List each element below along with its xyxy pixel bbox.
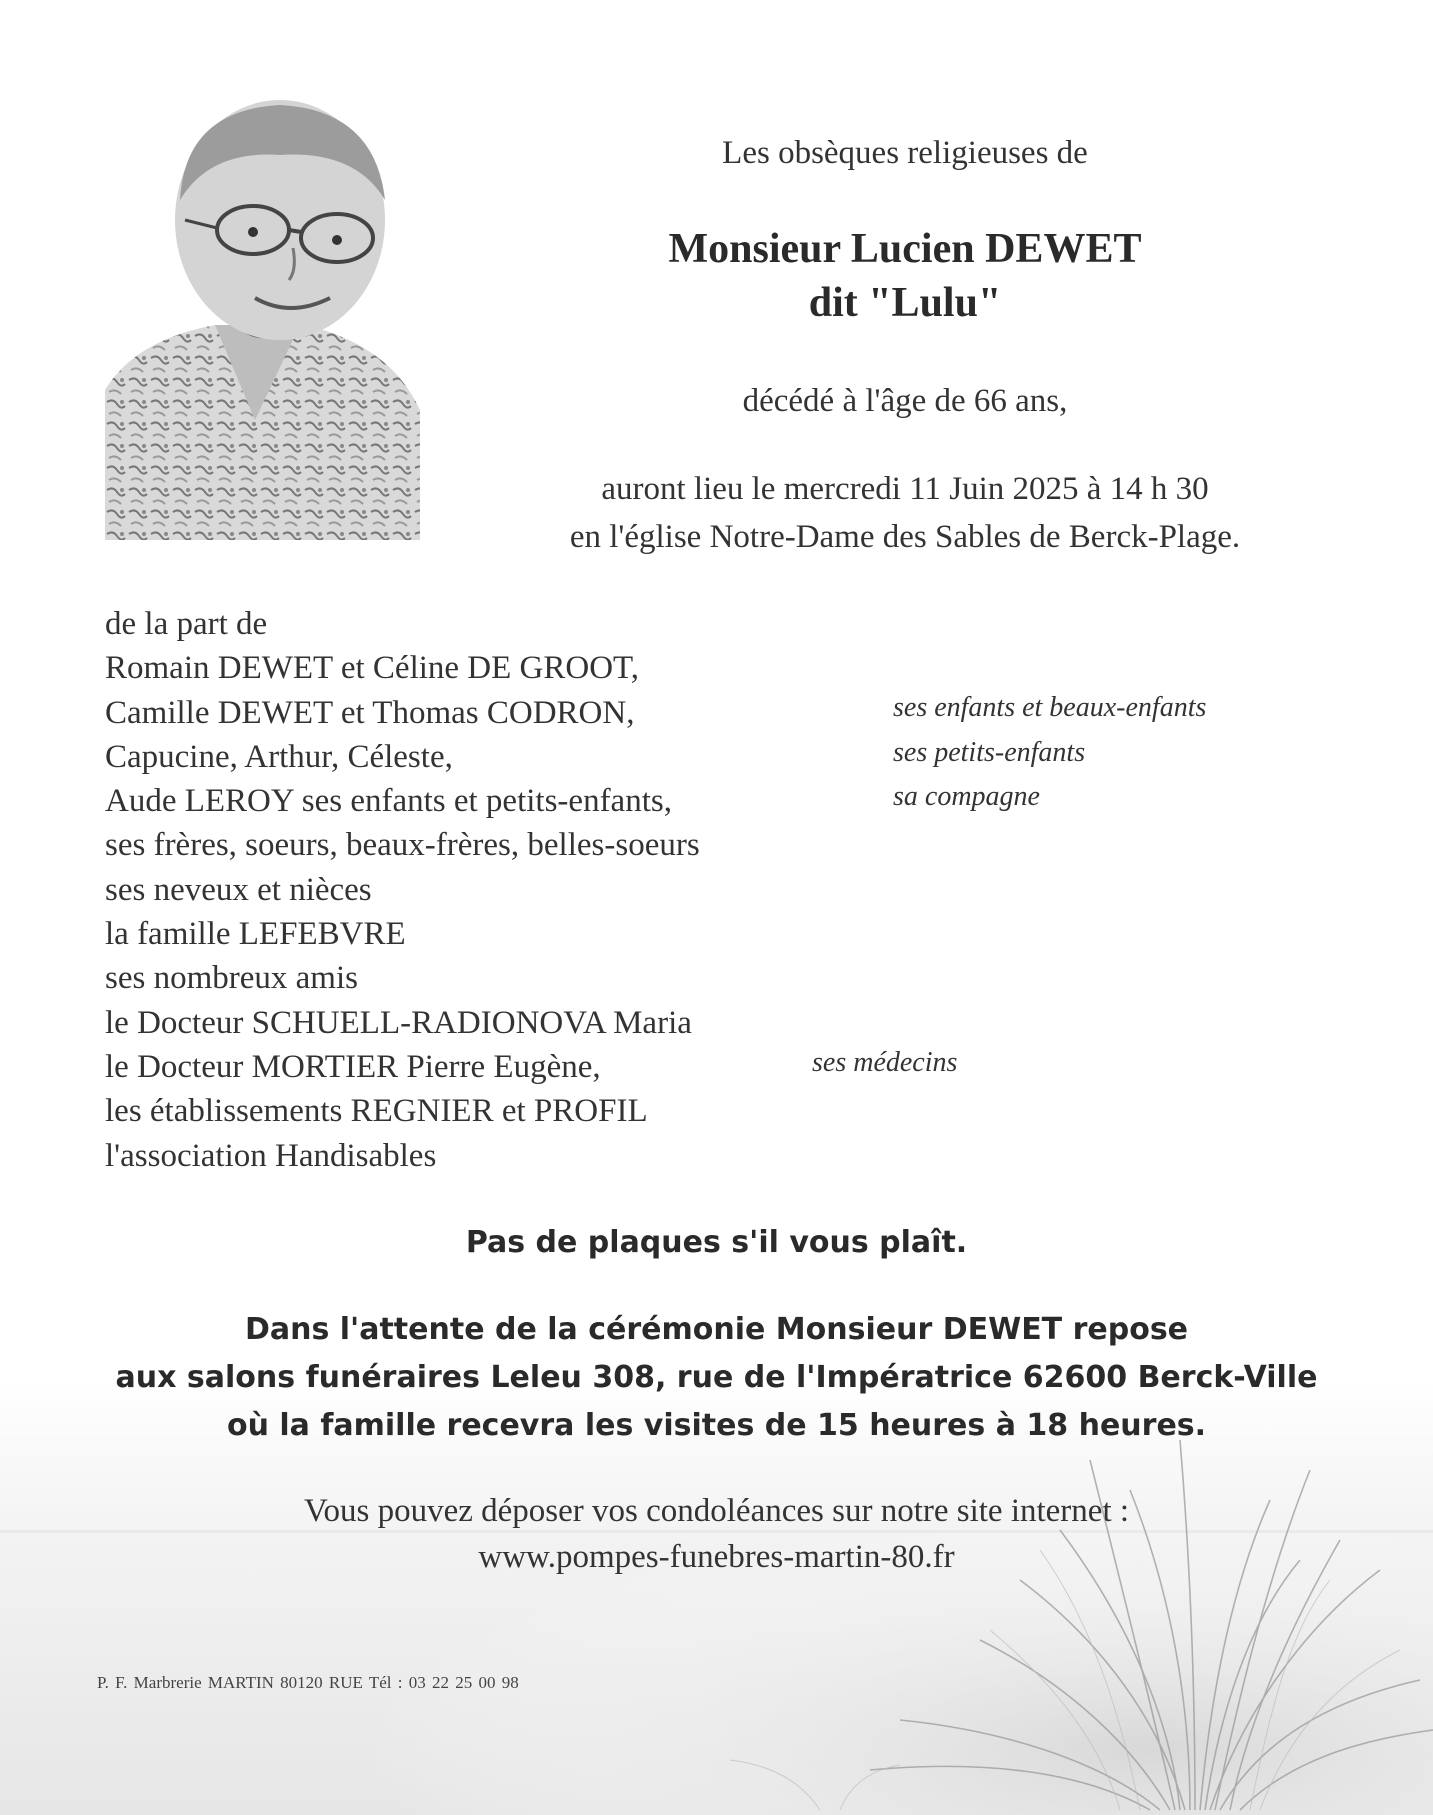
family-line: Romain DEWET et Céline DE GROOT,	[105, 650, 640, 687]
ceremony-details	[490, 465, 1320, 561]
portrait-photo	[105, 90, 420, 540]
repose-line: aux salons funéraires Leleu 308, rue de l'Impératrice 62600 Berck-Ville	[115, 1360, 1318, 1395]
repose-line: Dans l'attente de la cérémonie Monsieur DEWET repose	[244, 1312, 1189, 1347]
deceased-name: Monsieur Lucien DEWET	[668, 226, 1142, 272]
funeral-home-footer: P. F. Marbrerie MARTIN 80120 RUE Tél : 03 22 25 00 98	[97, 1673, 519, 1692]
intro-text: Les obsèques religieuses de	[722, 135, 1088, 171]
family-line: l'association Handisables	[105, 1137, 437, 1174]
condolences-text: Vous pouvez déposer vos condoléances sur notre site internet :	[303, 1493, 1130, 1529]
no-plaques-notice: Pas de plaques s'il vous plaît.	[465, 1225, 968, 1260]
family-line: Aude LEROY ses enfants et petits-enfants,	[105, 783, 672, 820]
deceased-name-block	[490, 222, 1320, 330]
family-list	[105, 602, 825, 1178]
family-line: ses nombreux amis	[105, 960, 358, 997]
family-line: le Docteur MORTIER Pierre Eugène,	[105, 1048, 601, 1085]
condolences-url[interactable]: www.pompes-funebres-martin-80.fr	[478, 1539, 955, 1575]
ceremony-date: auront lieu le mercredi 11 Juin 2025 à 14 h 30	[601, 471, 1209, 507]
repose-notice	[0, 1306, 1433, 1450]
repose-line: où la famille recevra les visites de 15 heures à 18 heures.	[226, 1408, 1207, 1443]
role-grandchildren: ses petits-enfants	[893, 737, 1086, 768]
family-line: de la part de	[105, 606, 268, 642]
family-line: ses neveux et nièces	[105, 871, 372, 908]
deceased-nickname: dit "Lulu"	[808, 280, 1002, 326]
ceremony-place: en l'église Notre-Dame des Sables de Berck-Plage.	[569, 519, 1241, 555]
family-line: les établissements REGNIER et PROFIL	[105, 1093, 648, 1130]
role-children: ses enfants et beaux-enfants	[893, 692, 1207, 723]
family-line: le Docteur SCHUELL-RADIONOVA Maria	[105, 1004, 692, 1041]
family-line: Camille DEWET et Thomas CODRON,	[105, 694, 635, 731]
role-partner: sa compagne	[893, 781, 1040, 812]
family-line: ses frères, soeurs, beaux-frères, belles-soeurs	[105, 827, 700, 864]
age-line: décédé à l'âge de 66 ans,	[742, 383, 1068, 419]
role-doctors: ses médecins	[812, 1047, 958, 1078]
family-line: Capucine, Arthur, Céleste,	[105, 738, 453, 775]
condolences-block	[0, 1488, 1433, 1580]
family-line: la famille LEFEBVRE	[105, 916, 406, 953]
